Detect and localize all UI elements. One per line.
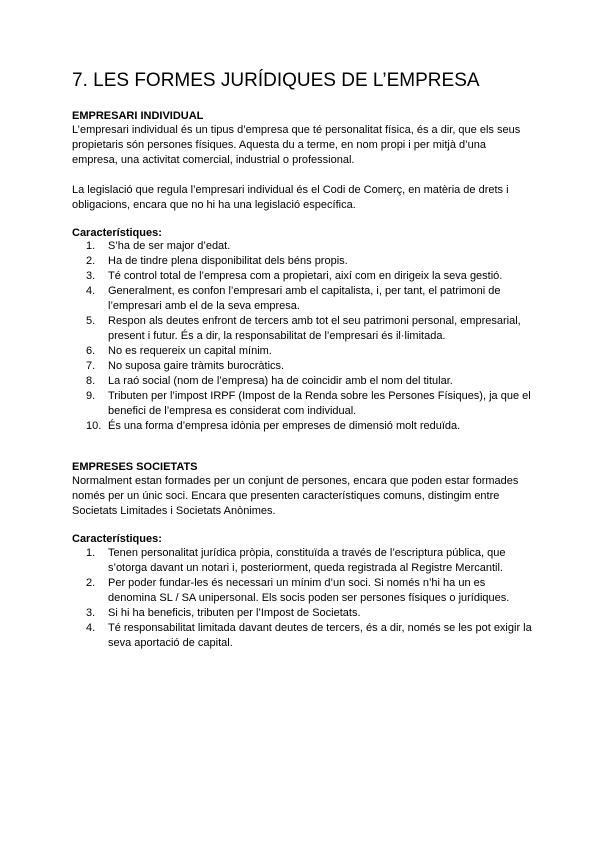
list-item-number: 3. — [86, 607, 96, 619]
list-item-text: La raó social (nom de l’empresa) ha de coincidir amb el nom del titular. — [108, 375, 453, 387]
list-item-text: No suposa gaire tràmits burocràtics. — [108, 360, 285, 372]
list-item — [72, 374, 534, 389]
list-item-text: Generalment, es confon l’empresari amb el capitalista, i, per tant, el patrimoni de l’empresari amb el de la seva empresa. — [108, 285, 501, 312]
section-heading-empreses-societats: EMPRESES SOCIETATS — [72, 461, 198, 473]
list-item-number: 4. — [86, 285, 96, 297]
list-item-number: 4. — [86, 622, 96, 634]
list-item — [72, 269, 534, 284]
list-item — [72, 359, 534, 374]
list-item-number: 2. — [86, 255, 96, 267]
list-item-number: 1. — [86, 547, 96, 559]
list-item — [72, 314, 534, 344]
list-item-number: 6. — [86, 345, 96, 357]
list-item-text: No es requereix un capital mínim. — [108, 345, 272, 357]
page-title: 7. LES FORMES JURÍDIQUES DE L’EMPRESA — [72, 70, 480, 91]
list-item — [72, 576, 534, 606]
list-item-text: És una forma d’empresa idònia per empreses de dimensió molt reduïda. — [108, 420, 461, 432]
list-item — [72, 389, 534, 419]
list-item-text: Tenen personalitat jurídica pròpia, constituïda a través de l’escriptura pública, que s’otorga davant un notari i, posteriorment, queda registrada al Registre Mercantil. — [108, 547, 506, 574]
section1-characteristics-list — [72, 239, 534, 434]
section1-paragraph-2: La legislació que regula l’empresari individual és el Codi de Comerç, en matèria de drets i obligacions, encara que no hi ha una legislació específica. — [72, 184, 509, 211]
list-item-text: Té control total de l’empresa com a propietari, així com en dirigeix la seva gestió. — [108, 270, 503, 282]
list-item-text: Té responsabilitat limitada davant deutes de tercers, és a dir, només se les pot exigir la seva aportació de capital. — [108, 622, 532, 649]
list-item — [72, 606, 534, 621]
section2-characteristics-heading: Característiques: — [72, 533, 162, 545]
list-item-text: Per poder fundar-les és necessari un mínim d’un soci. Si només n’hi ha un es denomina SL / SA unipersonal. Els socis poden ser persones físiques o jurídiques. — [108, 577, 510, 604]
list-item — [72, 621, 534, 651]
section1-paragraph-1: L’empresari individual és un tipus d’empresa que té personalitat física, és a dir, que els seus propietaris són persones físiques. Aquesta du a terme, en nom propi i per mitjà d’una empresa, una activitat comercial, industrial o professional. — [72, 124, 521, 166]
section-heading-empresari-individual: EMPRESARI INDIVIDUAL — [72, 110, 204, 122]
list-item — [72, 344, 534, 359]
list-item-number: 3. — [86, 270, 96, 282]
list-item-text: Ha de tindre plena disponibilitat dels béns propis. — [108, 255, 348, 267]
list-item — [72, 239, 534, 254]
list-item-number: 9. — [86, 390, 96, 402]
section1-characteristics-heading: Característiques: — [72, 227, 162, 239]
list-item — [72, 546, 534, 576]
section2-characteristics-list — [72, 546, 534, 651]
section2-paragraph-1: Normalment estan formades per un conjunt de persones, encara que poden estar formades només per un únic soci. Encara que presenten característiques comuns, distingim entre Societats Limitades i Societats Anònimes. — [72, 475, 519, 517]
list-item-text: Respon als deutes enfront de tercers amb tot el seu patrimoni personal, empresarial, present i futur. És a dir, la responsabilitat de l’empresari és il·limitada. — [108, 315, 521, 342]
list-item-text: Tributen per l’impost IRPF (Impost de la Renda sobre les Persones Físiques), ja que el benefici de l’empresa es considerat com individual. — [108, 390, 531, 417]
list-item-number: 1. — [86, 240, 96, 252]
list-item-number: 8. — [86, 375, 96, 387]
list-item-number: 2. — [86, 577, 96, 589]
list-item-text: S’ha de ser major d’edat. — [108, 240, 231, 252]
list-item-number: 10. — [86, 420, 102, 432]
list-item-number: 5. — [86, 315, 96, 327]
list-item — [72, 254, 534, 269]
list-item — [72, 284, 534, 314]
list-item-text: Si hi ha beneficis, tributen per l’Impost de Societats. — [108, 607, 361, 619]
list-item — [72, 419, 534, 434]
list-item-number: 7. — [86, 360, 96, 372]
